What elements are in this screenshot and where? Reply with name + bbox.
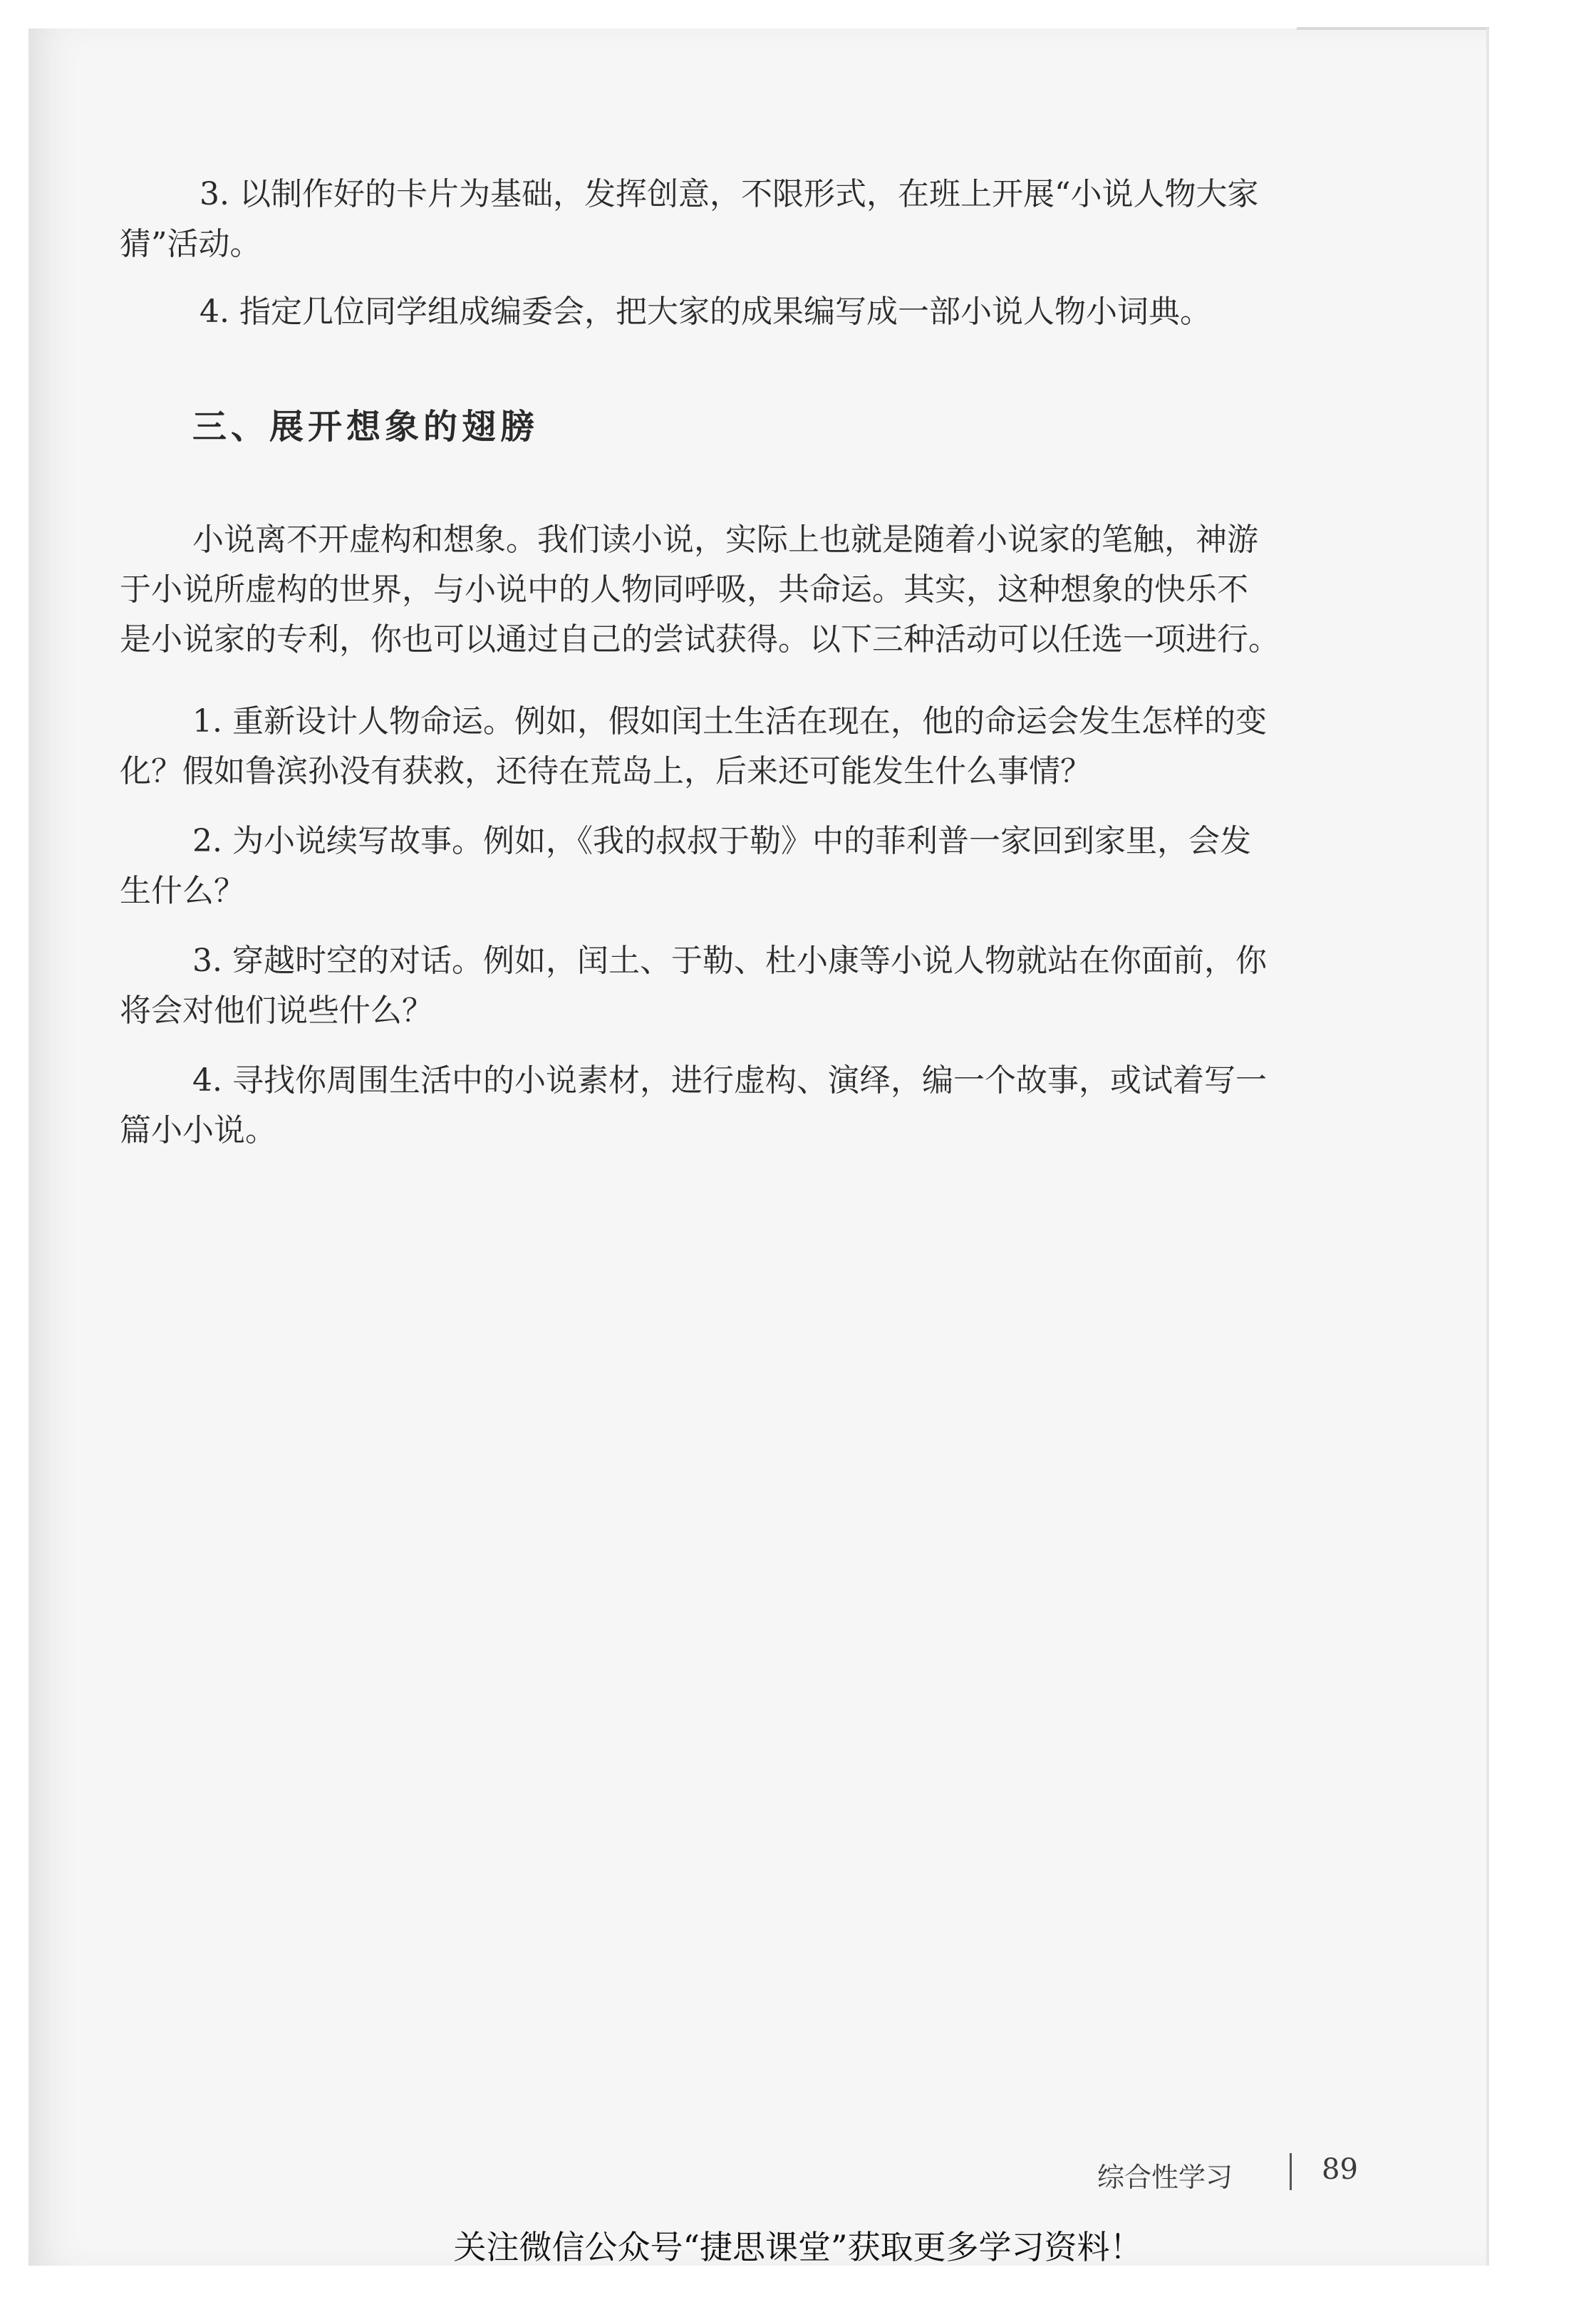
activity-4-line-2: 篇小小说。 — [120, 1112, 276, 1149]
footer-section-title: 综合性学习 — [1097, 2162, 1233, 2193]
section-heading: 三、展开想象的翅膀 — [192, 407, 539, 447]
activity-3-line-2: 将会对他们说些什么？ — [120, 992, 433, 1029]
footer-divider — [1290, 2153, 1292, 2190]
page-edge-right — [1486, 28, 1489, 2266]
page-edge-top — [1297, 27, 1489, 30]
activity-1-line-2: 化？假如鲁滨孙没有获救，还待在荒岛上，后来还可能发生什么事情？ — [120, 753, 1092, 789]
activity-2-line-1: 2. 为小说续写故事。例如，《我的叔叔于勒》中的菲利普一家回到家里，会发 — [192, 823, 1251, 859]
activity-4-line-1: 4. 寻找你周围生活中的小说素材，进行虚构、演绎，编一个故事，或试着写一 — [192, 1062, 1267, 1099]
list-item-3-line-1: 3. 以制作好的卡片为基础，发挥创意，不限形式，在班上开展“小说人物大家 — [200, 176, 1259, 212]
list-item-4-line-1: 4. 指定几位同学组成编委会，把大家的成果编写成一部小说人物小词典。 — [200, 294, 1211, 330]
activity-1-line-1: 1. 重新设计人物命运。例如，假如闰土生活在现在，他的命运会发生怎样的变 — [192, 703, 1267, 740]
activity-2-line-2: 生什么？ — [120, 873, 245, 909]
watermark-caption: 关注微信公众号“捷思课堂”获取更多学习资料！ — [453, 2228, 1143, 2266]
page-number: 89 — [1322, 2153, 1358, 2186]
list-item-3-line-2: 猜”活动。 — [120, 226, 261, 262]
intro-line-3: 是小说家的专利，你也可以通过自己的尝试获得。以下三种活动可以任选一项进行。 — [120, 621, 1280, 658]
activity-3-line-1: 3. 穿越时空的对话。例如，闰土、于勒、杜小康等小说人物就站在你面前，你 — [192, 943, 1267, 979]
intro-line-1: 小说离不开虚构和想象。我们读小说，实际上也就是随着小说家的笔触，神游 — [192, 522, 1258, 558]
intro-line-2: 于小说所虚构的世界，与小说中的人物同呼吸，共命运。其实，这种想象的快乐不 — [120, 571, 1248, 608]
